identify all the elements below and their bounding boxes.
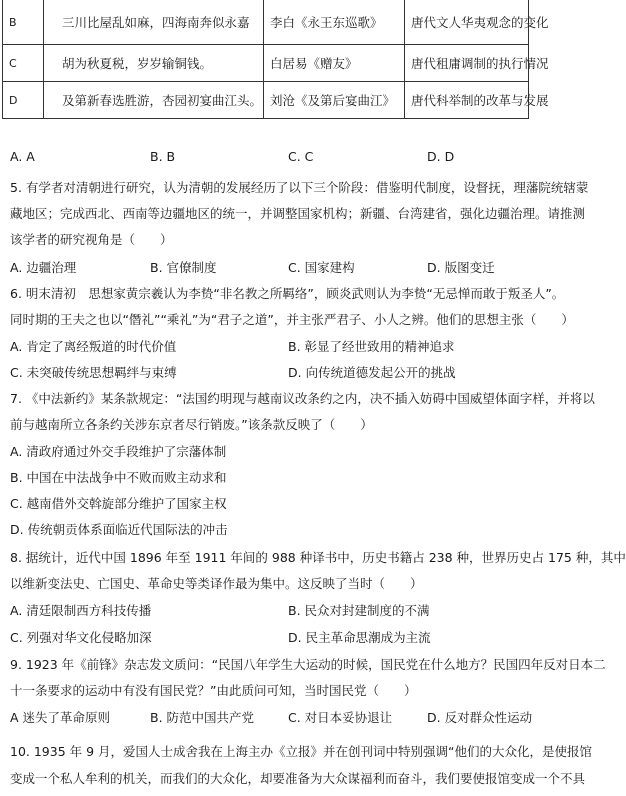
q5-option-a[interactable]: A. 边疆治理 (10, 260, 77, 275)
q7-option-b[interactable]: B. 中国在中法战争中不败而败主动求和 (10, 470, 227, 485)
source-cell: 刘沧《及第后宴曲江》 (264, 82, 405, 119)
q6-stem-line-2: 同时期的王夫之也以“僭礼”“乘礼”为“君子之道”，并主张严君子、小人之辨。他们的思想主张（ ） (10, 312, 574, 327)
meaning-cell: 唐代科举制的改革与发展 (405, 82, 529, 119)
table-row (3, 82, 529, 119)
q4-option-b[interactable]: B. B (150, 149, 176, 164)
q7-option-c[interactable]: C. 越南借外交斡旋部分维护了国家主权 (10, 496, 227, 511)
q5-stem-line-1: 5. 有学者对清朝进行研究，认为清朝的发展经历了以下三个阶段：借鉴明代制度，设督抚，理藩院统辖蒙 (10, 180, 589, 195)
q5-stem-line-3: 该学者的研究视角是（ ） (10, 232, 173, 247)
q9-option-c[interactable]: C. 对日本妥协退让 (288, 710, 393, 725)
q7-stem-line-1: 7. 《中法新约》某条款规定：“法国约明现与越南议改条约之内，决不插入妨碍中国威望体面字样，并将以 (10, 391, 595, 406)
q7-option-a[interactable]: A. 清政府通过外交手段维护了宗藩体制 (10, 444, 227, 459)
option-letter: B (3, 0, 44, 45)
q5-stem-line-2: 藏地区；完成西北、西南等边疆地区的统一，并调整国家机构；新疆、台湾建省，强化边疆治理。请推测 (10, 206, 586, 221)
q5-option-b[interactable]: B. 官僚制度 (150, 260, 217, 275)
table-row (3, 0, 529, 45)
q4-option-a[interactable]: A. A (10, 149, 35, 164)
q4-option-c[interactable]: C. C (288, 149, 314, 164)
q10-stem-line-1: 10. 1935 年 9 月，爱国人士成舍我在上海主办《立报》并在创刊词中特别强调“他们的大众化，是使报馆 (10, 744, 593, 759)
q8-option-c[interactable]: C. 列强对华文化侵略加深 (10, 630, 152, 645)
q6-option-a[interactable]: A. 肯定了离经叛道的时代价值 (10, 339, 177, 354)
meaning-cell: 唐代租庸调制的执行情况 (405, 45, 529, 82)
q6-option-b[interactable]: B. 彰显了经世致用的精神追求 (288, 339, 455, 354)
q4-option-d[interactable]: D. D (427, 149, 455, 164)
verse-cell: 及第新春选胜游，杏园初宴曲江头。 (44, 82, 264, 119)
q8-option-b[interactable]: B. 民众对封建制度的不满 (288, 603, 430, 618)
source-cell: 白居易《赠友》 (264, 45, 405, 82)
q8-stem-line-1: 8. 据统计，近代中国 1896 年至 1911 年间的 988 种译书中，历史书籍占 238 种，世界历史占 175 种，其中 (10, 550, 626, 565)
verse-cell: 胡为秋夏税，岁岁输铜钱。 (44, 45, 264, 82)
option-letter: C (3, 45, 44, 82)
option-letter: D (3, 82, 44, 119)
q6-option-d[interactable]: D. 向传统道德发起公开的挑战 (288, 365, 456, 380)
q5-option-c[interactable]: C. 国家建构 (288, 260, 355, 275)
source-cell: 李白《永王东巡歌》 (264, 0, 405, 45)
q8-option-a[interactable]: A. 清廷限制西方科技传播 (10, 603, 152, 618)
q9-option-b[interactable]: B. 防范中国共产党 (150, 710, 255, 725)
q9-stem-line-2: 十一条要求的运动中有没有国民党？”由此质问可知，当时国民党（ ） (10, 683, 417, 698)
q8-stem-line-2: 以维新变法史、亡国史、革命史等类译作最为集中。这反映了当时（ ） (10, 576, 423, 591)
meaning-cell: 唐代文人华夷观念的变化 (405, 0, 529, 45)
q5-option-d[interactable]: D. 版图变迁 (427, 260, 495, 275)
table-row (3, 45, 529, 82)
q7-stem-line-2: 前与越南所立各条约关涉东京者尽行销废。”该条款反映了（ ） (10, 417, 373, 432)
q9-option-d[interactable]: D. 反对群众性运动 (427, 710, 533, 725)
q6-stem-line-1: 6. 明末清初 思想家黄宗羲认为李贽“非名教之所羁络”，顾炎武则认为李贽“无忌惮而敢于叛圣人”。 (10, 286, 565, 301)
q10-stem-line-2: 变成一个私人牟利的机关，而我们的大众化，却要准备为大众谋福利而奋斗，我们要使报馆变成一个不具 (10, 771, 586, 786)
q7-option-d[interactable]: D. 传统朝贡体系面临近代国际法的冲击 (10, 522, 228, 537)
answer-option-table (2, 0, 549, 119)
q9-option-a[interactable]: A 迷失了革命原则 (10, 710, 111, 725)
q9-stem-line-1: 9. 1923 年《前锋》杂志发文质问：“民国八年学生大运动的时候，国民党在什么地方？民国四年反对日本二 (10, 657, 606, 672)
verse-cell: 三川比屋乱如麻，四海南奔似永嘉 (44, 0, 264, 45)
q8-option-d[interactable]: D. 民主革命思潮成为主流 (288, 630, 431, 645)
q6-option-c[interactable]: C. 未突破传统思想羁绊与束缚 (10, 365, 177, 380)
